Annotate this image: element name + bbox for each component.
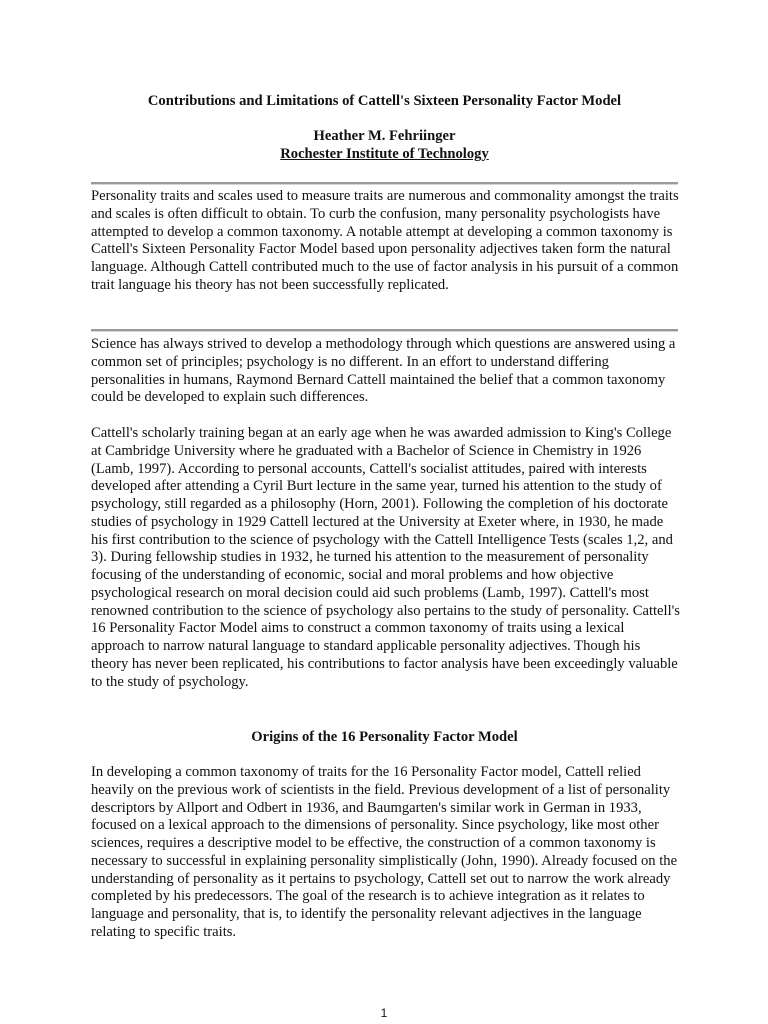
- page-number: 1: [380, 1006, 388, 1020]
- abstract-paragraph: Personality traits and scales used to measure traits are numerous and commonality amongst the traits and scales is often difficult to obtain. To curb the confusion, many personality psychologists have attempted to develop a common taxonomy. A notable attempt at developing a common taxonomy is Cattell's Sixteen Personality Factor Model based upon personality adjectives taken form the natural language. Although Cattell contributed much to the use of factor analysis in his pursuit of a common trait language his theory has not been successfully replicated.: [91, 188, 679, 293]
- divider-top: [91, 182, 678, 185]
- origins-paragraph: In developing a common taxonomy of traits for the 16 Personality Factor model, Cattell relied heavily on the previous work of scientists in the field. Previous development of a list of personality descriptors by Allport and Odbert in 1936, and Baumgarten's similar work in German in 1933, focused on a lexical approach to the dimensions of personality. Since psychology, like most other sciences, requires a descriptive model to be effective, the construction of a common taxonomy is necessary to successful in explaining personality simplistically (John, 1990). Already focused on the understanding of personality as it pertains to psychology, Cattell set out to narrow the work already completed by his predecessors. The goal of the research is to achieve integration as it relates to language and personality, that is, to identify the personality relevant adjectives in the language relating to specific traits.: [91, 764, 678, 940]
- training-paragraph: Cattell's scholarly training began at an early age when he was awarded admission to King's College at Cambridge University where he graduated with a Bachelor of Science in Chemistry in 1926 (Lamb, 1997). According to personal accounts, Cattell's socialist attitudes, paired with interests developed after attending a Cyril Burt lecture in the same year, turned his attention to the study of psychology, still regarded as a philosophy (Horn, 2001). Following the completion of his doctorate studies of psychology in 1929 Cattell lectured at the University at Exeter where, in 1930, he made his first contribution to the science of psychology with the Cattell Intelligence Tests (scales 1,2, and 3). During fellowship studies in 1932, he turned his attention to the measurement of personality focusing of the understanding of economic, social and moral problems and how objective psychological research on moral decision could aid such problems (Lamb, 1997). Cattell's most renowned contribution to the science of psychology also pertains to the study of personality. Cattell's 16 Personality Factor Model aims to construct a common taxonomy of traits using a lexical approach to narrow natural language to standard applicable personality adjectives. Though his theory has never been replicated, his contributions to factor analysis have been exceedingly valuable to the study of psychology.: [91, 425, 680, 690]
- intro-paragraph: Science has always strived to develop a methodology through which questions are answered using a common set of principles; psychology is no different. In an effort to understand differing personalities in humans, Raymond Bernard Cattell maintained the belief that a common taxonomy could be developed to explain such differences.: [91, 336, 676, 406]
- author-name: Heather M. Fehriinger: [313, 128, 456, 144]
- paper-title: Contributions and Limitations of Cattell's Sixteen Personality Factor Model: [147, 93, 622, 109]
- author-affiliation: Rochester Institute of Technology: [280, 146, 489, 162]
- section-heading-origins: Origins of the 16 Personality Factor Model: [251, 729, 518, 745]
- divider-bottom: [91, 329, 678, 332]
